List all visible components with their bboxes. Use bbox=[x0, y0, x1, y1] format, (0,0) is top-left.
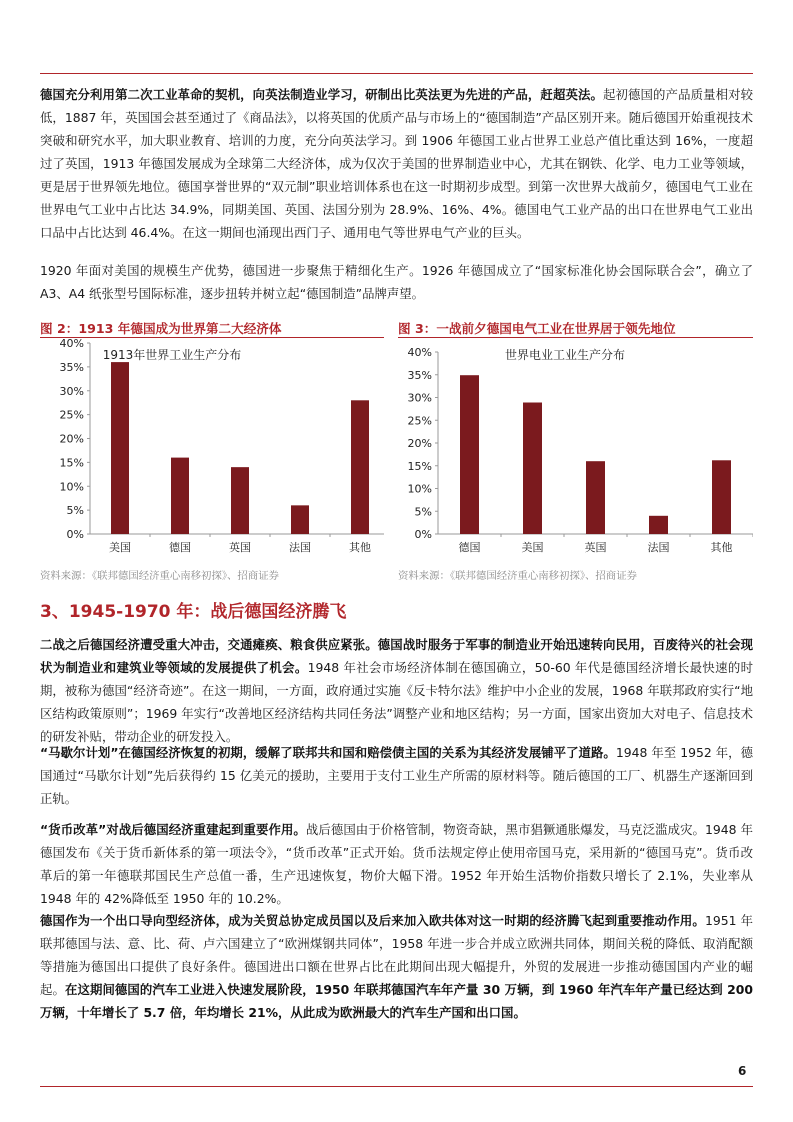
y-tick-label: 15% bbox=[59, 456, 84, 470]
x-tick-label: 美国 bbox=[521, 541, 544, 554]
figure-3-title: 图 3：一战前夕德国电气工业在世界居于领先地位 bbox=[398, 321, 676, 336]
y-tick-label: 35% bbox=[59, 360, 84, 374]
x-tick-label: 德国 bbox=[169, 541, 191, 554]
bar-其他 bbox=[712, 460, 731, 534]
paragraph-4 bbox=[40, 741, 753, 810]
paragraph-6-emphasis: 在这期间德国的汽车工业进入快速发展阶段，1950 年联邦德国汽车年产量 30 万辆，到 1960 年汽车年产量已经达到 200 万辆，十年增长了 5.7 倍，年均增长 21%，从此成为欧洲最大的汽车生产国和出口国。 bbox=[40, 982, 753, 1020]
header-rule bbox=[40, 73, 753, 74]
bar-美国 bbox=[523, 403, 542, 534]
figure-3-chart bbox=[398, 338, 753, 566]
footer-rule bbox=[40, 1086, 753, 1087]
bar-法国 bbox=[291, 505, 309, 534]
x-tick-label: 英国 bbox=[229, 541, 251, 554]
y-tick-label: 20% bbox=[59, 432, 84, 446]
page-number: 6 bbox=[738, 1064, 747, 1078]
paragraph-6 bbox=[40, 909, 753, 1024]
y-tick-label: 40% bbox=[407, 346, 432, 359]
paragraph-5 bbox=[40, 818, 753, 910]
paragraph-1-body: 起初德国的产品质量相对较低，1887 年，英国国会甚至通过了《商品法》，以将英国的优质产品与市场上的“德国制造”产品区别开来。随后德国开始重视技术突破和研究水平，加大职业教育、培训的力度，充分向英法学习。到 1906 年德国工业占世界工业总产值比重达到 16%，一度超过了英国，1913 年德国发展成为全球第二大经济体，成为仅次于美国的世界制造业中心，尤其在钢铁、化学、电力工业等领域，更是居于世界领先地位。德国享誉世界的“双元制”职业培训体系也在这一时期初步成型。到第一次世界大战前夕，德国电气工业在世界电气工业中占比达 34.9%，同期美国、英国、法国分别为 28.9%、16%、4%。德国电气工业产品的出口在世界电气工业出口品中占比达到 46.4%。在这一期间也涌现出西门子、通用电气等世界电气产业的巨头。 bbox=[40, 87, 754, 240]
x-tick-label: 法国 bbox=[647, 541, 670, 554]
paragraph-1-lead: 德国充分利用第二次工业革命的契机，向英法制造业学习，研制出比英法更为先进的产品，赶超英法。 bbox=[40, 87, 603, 102]
y-tick-label: 15% bbox=[407, 459, 432, 473]
figure-2-title: 图 2：1913 年德国成为世界第二大经济体 bbox=[40, 321, 282, 336]
y-tick-label: 30% bbox=[407, 391, 432, 405]
bar-其他 bbox=[351, 400, 369, 534]
y-tick-label: 5% bbox=[414, 505, 432, 519]
y-tick-label: 25% bbox=[59, 408, 84, 422]
paragraph-5-lead: “货币改革”对战后德国经济重建起到重要作用。 bbox=[40, 822, 306, 837]
y-tick-label: 30% bbox=[59, 384, 84, 398]
paragraph-6-body: 1951 年联邦德国与法、意、比、荷、卢六国建立了“欧洲煤钢共同体”，1958 年进一步合并成立欧洲共同体，期间关税的降低、取消配额等措施为德国出口提供了良好条件。德国进出口额在世界占比在此期间出现大幅提升，外贸的发展进一步推动德国国内产业的崛起。 bbox=[40, 913, 753, 997]
bar-德国 bbox=[171, 458, 189, 534]
x-tick-label: 法国 bbox=[289, 541, 311, 554]
bar-德国 bbox=[460, 375, 479, 534]
bar-美国 bbox=[111, 362, 129, 534]
figure-3-source: 资料来源：《联邦德国经济重心南移初探》、招商证券 bbox=[398, 570, 637, 582]
figure-2-source: 资料来源：《联邦德国经济重心南移初探》、招商证券 bbox=[40, 570, 279, 582]
x-tick-label: 其他 bbox=[710, 541, 733, 554]
y-tick-label: 0% bbox=[414, 528, 432, 541]
figure-2-chart bbox=[40, 338, 384, 566]
paragraph-4-lead: “马歇尔计划”在德国经济恢复的初期，缓解了联邦共和国和赔偿债主国的关系为其经济发展铺平了道路。 bbox=[40, 745, 616, 760]
y-tick-label: 10% bbox=[59, 480, 84, 494]
x-tick-label: 德国 bbox=[458, 541, 481, 554]
y-tick-label: 20% bbox=[407, 437, 432, 450]
paragraph-3-lead: 二战之后德国经济遭受重大冲击，交通瘫痪、粮食供应紧张。德国战时服务于军事的制造业开始迅速转向民用，百废待兴的社会现状为制造业和建筑业等领域的发展提供了机会。 bbox=[40, 637, 753, 675]
paragraph-3-body: 1948 年社会市场经济体制在德国确立，50-60 年代是德国经济增长最快速的时期，被称为德国“经济奇迹”。在这一期间，一方面，政府通过实施《反卡特尔法》维护中小企业的发展，1968 年联邦政府实行“地区结构政策原则”；1969 年实行“改善地区经济结构共同任务法”调整产业和地区结构；另一方面，国家出资加大对电子、信息技术的研发补贴，带动企业的研发投入。 bbox=[40, 660, 753, 744]
bar-法国 bbox=[649, 516, 668, 534]
x-tick-label: 美国 bbox=[109, 541, 131, 554]
paragraph-6-lead: 德国作为一个出口导向型经济体，成为关贸总协定成员国以及后来加入欧共体对这一时期的经济腾飞起到重要推动作用。 bbox=[40, 913, 705, 928]
section-title: 3、1945-1970 年：战后德国经济腾飞 bbox=[40, 602, 347, 622]
paragraph-5-body: 战后德国由于价格管制，物资奇缺，黑市猖獗通胀爆发，马克泛滥成灾。1948 年德国发布《关于货币新体系的第一项法令》，“货币改革”正式开始。货币法规定停止使用帝国马克，采用新的“德国马克”。货币改革后的第一年德联邦国民生产总值一番，生产迅速恢复，物价大幅下滑。1952 年开始生活物价指数只增长了 2.1%，失业率从 1948 年的 42%降低至 1950 年的 10.2%。 bbox=[40, 822, 753, 906]
y-tick-label: 5% bbox=[66, 504, 84, 518]
bar-英国 bbox=[586, 461, 605, 534]
x-tick-label: 其他 bbox=[349, 541, 371, 554]
x-tick-label: 英国 bbox=[584, 541, 607, 554]
y-tick-label: 25% bbox=[407, 414, 432, 428]
paragraph-2: 1920 年面对美国的规模生产优势，德国进一步聚焦于精细化生产。1926 年德国成立了“国家标准化协会国际联合会”，确立了 A3、A4 纸张型号国际标准，逐步扭转并树立起“德国制造”品牌声望。 bbox=[40, 263, 754, 301]
bar-英国 bbox=[231, 467, 249, 534]
y-tick-label: 40% bbox=[59, 338, 84, 350]
chart-title: 1913年世界工业生产分布 bbox=[102, 348, 242, 362]
paragraph-1 bbox=[40, 83, 753, 244]
y-tick-label: 0% bbox=[66, 528, 84, 541]
y-tick-label: 35% bbox=[407, 368, 432, 382]
y-tick-label: 10% bbox=[407, 482, 432, 496]
paragraph-4-body: 1948 年至 1952 年，德国通过“马歇尔计划”先后获得约 15 亿美元的援助，主要用于支付工业生产所需的原材料等。随后德国的工厂、机器生产逐渐回到正轨。 bbox=[40, 745, 753, 806]
chart-title: 世界电业工业生产分布 bbox=[504, 348, 626, 362]
paragraph-3 bbox=[40, 633, 753, 748]
